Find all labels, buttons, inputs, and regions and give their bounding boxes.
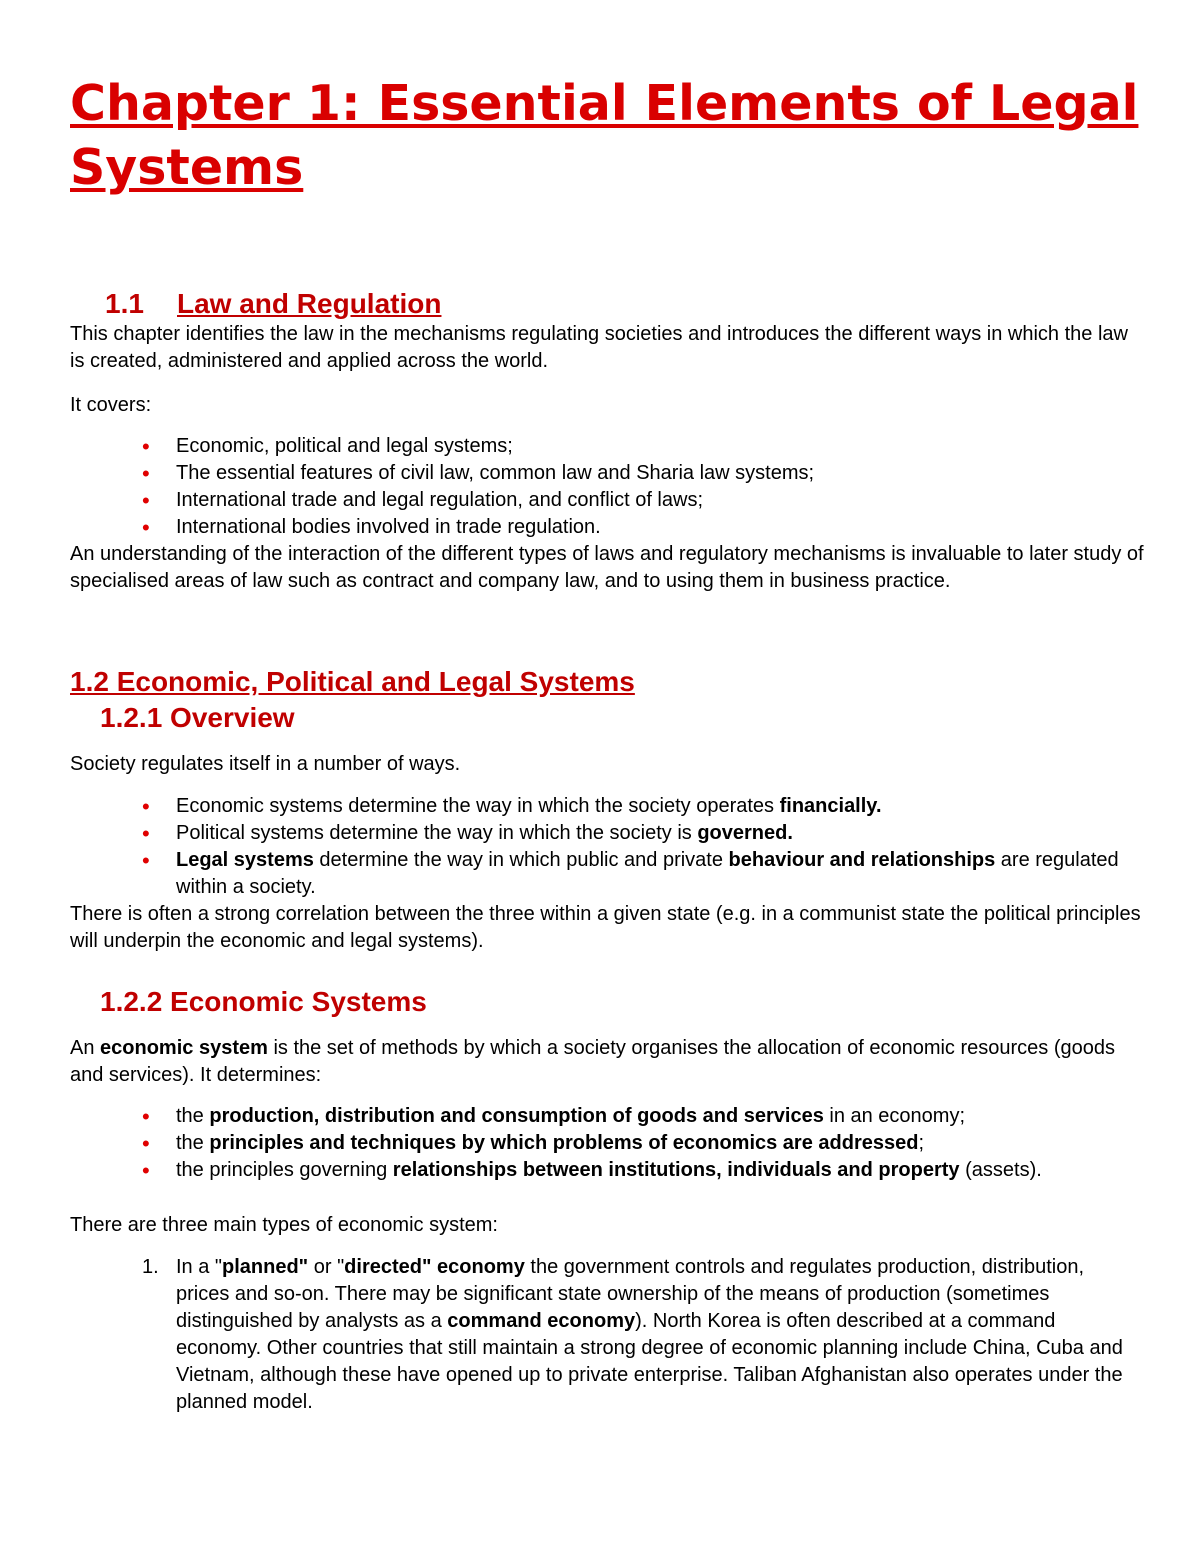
list-item: • the production, distribution and consumption of goods and services in an economy; [176,1103,1136,1130]
overview-outro: There is often a strong correlation between the three within a given state (e.g. in a communist state the political principles will underpin the economic and legal systems). [70,903,1141,952]
section-1-1-outro: An understanding of the interaction of the different types of laws and regulatory mechanisms is invaluable to later study of specialised areas of law such as contract and company law, and to using them in business practice. [70,543,1144,592]
list-item: • International trade and legal regulation, and conflict of laws; [176,487,1136,514]
section-1-2-2-heading: 1.2.2 Economic Systems [100,986,427,1017]
item-number: 1. [142,1256,159,1278]
list-item: • Political systems determine the way in which the society is governed. [176,820,1136,847]
overview-intro: Society regulates itself in a number of ways. [70,753,461,775]
economic-types-list [142,1254,1136,1416]
section-1-2-1-heading: 1.2.1 Overview [100,702,295,733]
section-1-1-intro: This chapter identifies the law in the mechanisms regulating societies and introduces the different ways in which the law is created, administered and applied across the world. [70,323,1128,372]
list-item: • Legal systems determine the way in which public and private behaviour and relationships are regulated within a society. [176,847,1136,901]
list-item: • Economic, political and legal systems; [176,433,1136,460]
chapter-title: Chapter 1: Essential Elements of Legal Systems [70,75,1139,196]
section-title: Law and Regulation [177,288,442,319]
list-item: 1. In a "planned" or "directed" economy the government controls and regulates production, distribution, prices and so-on. There may be significant state ownership of the means of production (sometimes distinguished by analysts as a command economy). North Korea is often described at a command economy. Other countries that still maintain a strong degree of economic planning include China, Cuba and Vietnam, although these have opened up to private enterprise. Taliban Afghanistan also operates under the planned model. [142,1256,1123,1413]
section-number: 1.1 [105,288,144,319]
list-item: • The essential features of civil law, common law and Sharia law systems; [176,460,1136,487]
economic-determines-list [176,1103,1136,1184]
overview-list [176,793,1136,901]
list-item: • International bodies involved in trade regulation. [176,514,1136,541]
economic-system-intro: An economic system is the set of methods by which a society organises the allocation of economic resources (goods and services). It determines: [70,1037,1115,1086]
section-1-2-heading: 1.2 Economic, Political and Legal Systems [70,666,635,697]
section-1-1-heading [105,286,441,322]
list-item: • the principles governing relationships between institutions, individuals and property (assets). [176,1157,1136,1184]
covers-label: It covers: [70,394,152,416]
list-item: • the principles and techniques by which problems of economics are addressed; [176,1130,1136,1157]
list-item: • Economic systems determine the way in which the society operates financially. [176,793,1136,820]
covers-list [176,433,1136,541]
economic-types-intro: There are three main types of economic system: [70,1214,498,1236]
